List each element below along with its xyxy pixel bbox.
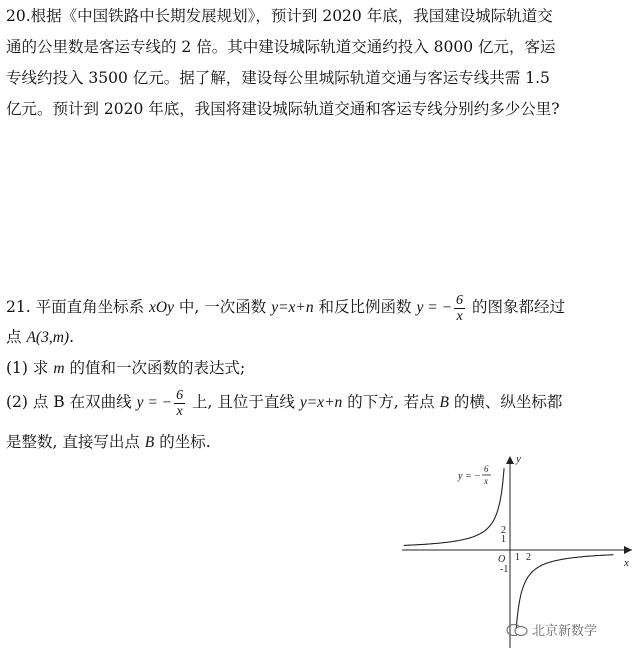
q21-frac-den: x [456,308,463,324]
q21-text: 上, 且位于直线 [187,393,300,411]
q21-text: 的值和一次函数的表达式; [64,359,246,377]
q21-inverse-y: y = − [136,394,173,411]
q21-point-b: B [144,434,155,451]
q21-frac-num: 6 [456,292,464,308]
q20-line-2: 通的公里数是客运专线的 2 倍。其中建设城际轨道交通约投入 8000 亿元，客运 [6,38,556,56]
y-axis-arrow [506,456,514,464]
q21-text: . [69,328,74,346]
q21-frac-num: 6 [176,387,184,403]
q21-text: 中, 一次函数 [173,298,272,316]
hyperbola-left-branch [404,468,504,545]
q21-var-m: m [53,360,65,377]
tick-neg1: -1 [500,564,509,575]
x-axis-arrow [624,546,632,554]
q20-line-4: 亿元。预计到 2020 年底，我国将建设城际轨道交通和客运专线分别约多少公里? [6,100,560,118]
q21-linear-func: y=x+n [271,299,314,316]
wechat-icon [506,623,528,637]
curve-label-y: y = − [458,471,481,482]
q21-intro: 21. 平面直角坐标系 [6,298,150,316]
q21-linear-func: y=x+n [299,394,343,411]
q21-text: 的图象都经过 [467,298,565,316]
curve-label-num: 6 [484,464,489,474]
q21-text: 是整数, 直接写出点 [6,433,145,451]
q21-text: (2) 点 B 在双曲线 [6,393,137,411]
q21-text: 的坐标. [154,433,211,451]
q20-line-3: 专线约投入 3500 亿元。据了解，建设每公里城际轨道交通与客运专线共需 1.5 [6,69,550,87]
watermark [506,620,597,639]
origin-label: O [498,554,506,565]
tick-y1: 1 [501,534,506,545]
q21-text: 和反比例函数 [313,298,417,316]
q21-text: 点 [6,328,27,346]
q21-xoy: xOy [149,299,174,316]
watermark-text: 北京新数学 [532,624,598,639]
q21-point-a: A(3,m) [26,329,70,346]
tick-x1: 1 [515,552,520,563]
q21-text: 的横、纵坐标都 [448,393,563,411]
tick-y2: 2 [501,525,506,536]
y-axis-label: y [516,453,521,465]
q21-inverse-y: y = − [416,299,453,316]
q21-point-b: B [439,394,449,411]
q21-text: 的下方, 若点 [342,393,440,411]
x-axis-label: x [624,557,629,569]
tick-x2: 2 [526,552,531,563]
q20-line-1: 20.根据《中国铁路中长期发展规划》，预计到 2020 年底，我国建设城际轨道交 [6,7,553,25]
q21-frac-den: x [176,403,183,419]
q21-text: (1) 求 [6,359,54,377]
curve-label-den: x [484,476,488,486]
